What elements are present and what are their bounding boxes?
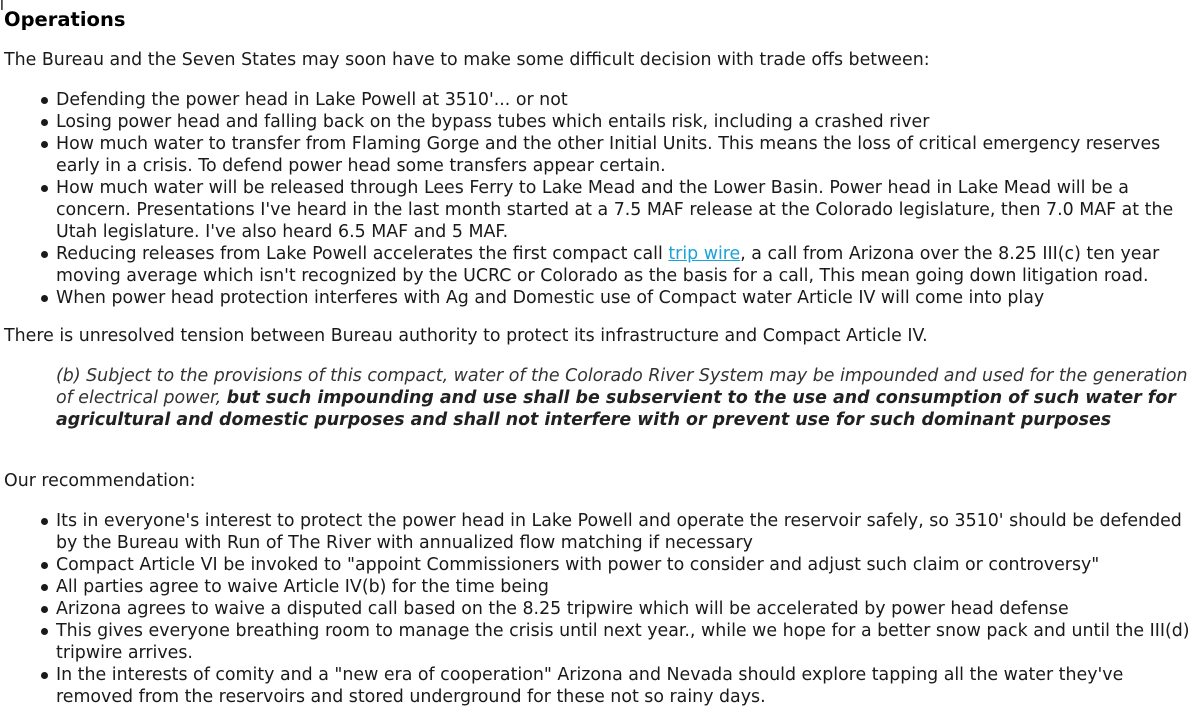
compact-quote	[56, 365, 1196, 431]
list-item-text: Reducing releases from Lake Powell accelerates the first compact call	[56, 244, 669, 264]
list-item: This gives everyone breathing room to manage the crisis until next year., while we hope for a better snow pack and until the III(d) tripwire arrives.	[4, 620, 1196, 664]
section-heading: Operations	[4, 8, 126, 31]
tradeoff-list	[4, 89, 1196, 309]
list-item: Compact Article VI be invoked to "appoint Commissioners with power to consider and adjust such claim or controversy"	[4, 554, 1196, 576]
list-item	[4, 243, 1196, 287]
list-item: All parties agree to waive Article IV(b) for the time being	[4, 576, 1196, 598]
list-item: When power head protection interferes with Ag and Domestic use of Compact water Article IV will come into play	[4, 287, 1196, 309]
trip-wire-link[interactable]: trip wire	[668, 244, 741, 264]
list-item: Its in everyone's interest to protect the power head in Lake Powell and operate the reservoir safely, so 3510' should be defended by the Bureau with Run of The River with annualized flow matching if necessary	[4, 510, 1196, 554]
list-item: How much water to transfer from Flaming Gorge and the other Initial Units. This means the loss of critical emergency reserves early in a crisis. To defend power head some transfers appear certain.	[4, 133, 1196, 177]
list-item: In the interests of comity and a "new era of cooperation" Arizona and Nevada should explore tapping all the water they've removed from the reservoirs and stored underground for these not so rainy days.	[4, 664, 1196, 708]
list-item: Losing power head and falling back on the bypass tubes which entails risk, including a crashed river	[4, 111, 1196, 133]
tension-paragraph: There is unresolved tension between Bureau authority to protect its infrastructure and Compact Article IV.	[4, 326, 928, 346]
list-item: How much water will be released through Lees Ferry to Lake Mead and the Lower Basin. Power head in Lake Mead will be a concern. Presentations I've heard in the last month started at a 7.5 MAF release at the Colorado legislature, then 7.0 MAF at the Utah legislature. I've also heard 6.5 MAF and 5 MAF.	[4, 177, 1196, 243]
list-item: Defending the power head in Lake Powell at 3510'... or not	[4, 89, 1196, 111]
intro-paragraph: The Bureau and the Seven States may soon have to make some difficult decision with trade offs between:	[4, 50, 930, 70]
quote-emphasis: but such impounding and use shall be subservient to the use and consumption of such water for agricultural and domestic purposes and shall not interfere with or prevent use for such dominant purposes	[56, 388, 1176, 430]
text-cursor-icon: I	[0, 0, 4, 14]
list-item: Arizona agrees to waive a disputed call based on the 8.25 tripwire which will be accelerated by power head defense	[4, 598, 1196, 620]
quote-text: (b) Subject to the provisions of this compact, water of the Colorado River System may be impounded and used for the generation of electrical power,	[56, 366, 1188, 408]
recommendation-list	[4, 510, 1196, 708]
list-item-text: , a call from Arizona over the 8.25 III(c) ten year moving average which isn't recognized by the UCRC or Colorado as the basis for a call, This mean going down litigation road.	[56, 244, 1160, 286]
recommendation-label: Our recommendation:	[4, 471, 196, 491]
